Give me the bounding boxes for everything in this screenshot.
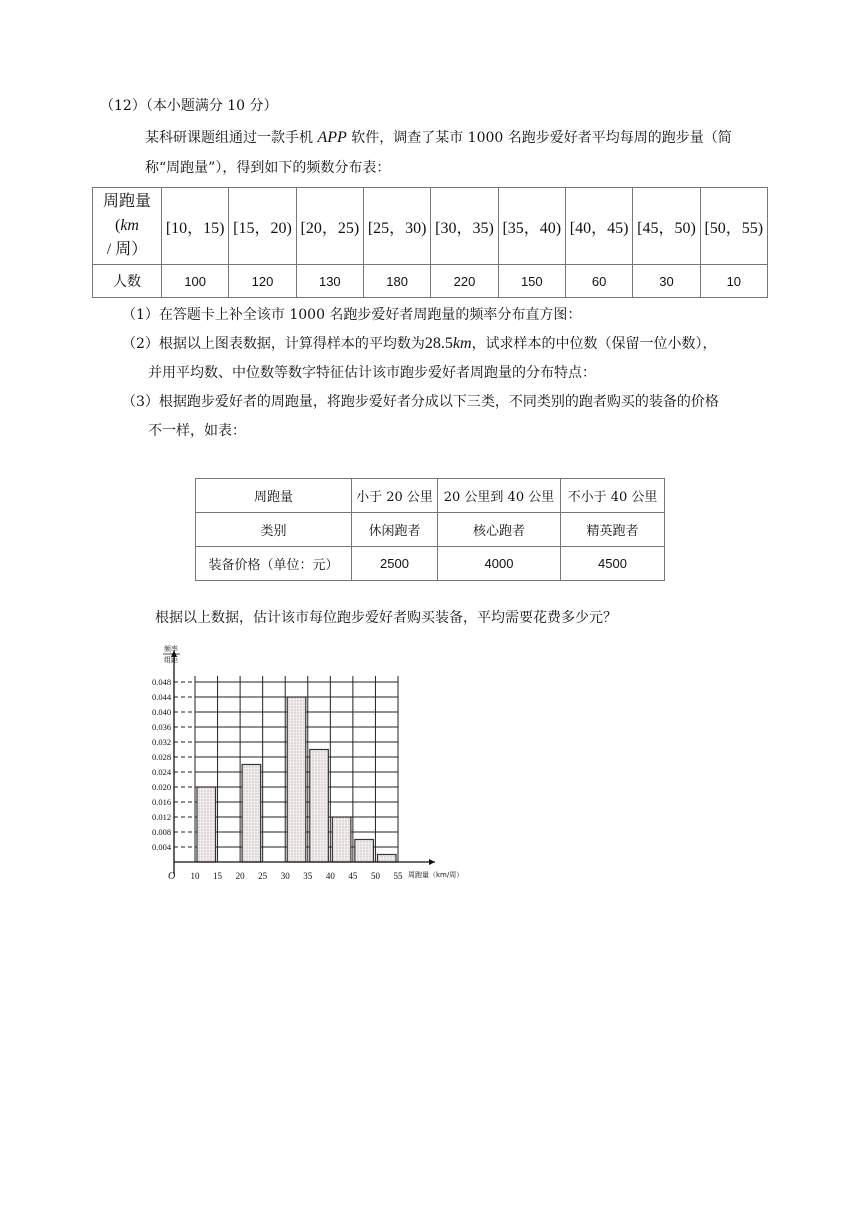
x-tick-label: 30 xyxy=(280,871,290,881)
y-tick-label: 0.048 xyxy=(152,677,172,687)
question-3-line-1: （3）根据跑步爱好者的周跑量，将跑步爱好者分成以下三类，不同类别的跑者购买的装备的价格 xyxy=(122,394,719,410)
y-axis-label-bottom: 组距 xyxy=(164,656,178,664)
x-tick-label: 25 xyxy=(258,871,268,881)
price-table-row xyxy=(196,479,665,513)
y-tick-label: 0.040 xyxy=(152,707,172,717)
price-cell: 4500 xyxy=(561,547,665,581)
final-question: 根据以上数据，估计该市每位跑步爱好者购买装备，平均需要花费多少元？ xyxy=(155,610,617,626)
count-cell: 100 xyxy=(162,265,229,298)
histogram-bar xyxy=(377,855,396,863)
price-table-row xyxy=(196,547,665,581)
interval-row xyxy=(93,188,768,265)
header-unit-rest: / 周） xyxy=(106,241,148,258)
frequency-histogram xyxy=(150,640,490,890)
problem-header: （12）（本小题满分 10 分） xyxy=(100,98,278,114)
histogram-bar xyxy=(197,787,216,862)
x-tick-label: 45 xyxy=(348,871,358,881)
intro-text-a: 某科研课题组通过一款手机 xyxy=(145,130,313,146)
price-cell: 不小于 40 公里 xyxy=(561,479,665,513)
price-cell: 2500 xyxy=(352,547,438,581)
price-cell: 20 公里到 40 公里 xyxy=(438,479,561,513)
count-row xyxy=(93,265,768,298)
count-cell: 130 xyxy=(296,265,363,298)
price-table xyxy=(195,478,665,581)
count-cell: 30 xyxy=(633,265,700,298)
price-cell: 休闲跑者 xyxy=(352,513,438,547)
price-cell: 装备价格（单位：元） xyxy=(196,547,352,581)
q2-mean-value: 28.5 xyxy=(424,335,453,352)
question-2-line-1 xyxy=(122,333,717,353)
count-label: 人数 xyxy=(93,265,162,298)
y-tick-label: 0.020 xyxy=(152,782,172,792)
price-cell: 类别 xyxy=(196,513,352,547)
weekly-mileage-header xyxy=(93,188,162,265)
price-table-row xyxy=(196,513,665,547)
y-tick-label: 0.004 xyxy=(152,842,172,852)
q2-text-a: （2）根据以上图表数据，计算得样本的平均数为 xyxy=(122,336,425,352)
app-term: APP xyxy=(317,129,347,146)
count-cell: 220 xyxy=(431,265,498,298)
y-tick-label: 0.028 xyxy=(152,752,172,762)
histogram-bar xyxy=(355,840,374,863)
interval-cell: [35，40) xyxy=(498,188,565,265)
origin-label: O xyxy=(168,871,176,882)
question-2-line-2: 并用平均数、中位数等数字特征估计该市跑步爱好者周跑量的分布特点： xyxy=(148,365,596,381)
count-cell: 120 xyxy=(229,265,296,298)
x-tick-label: 15 xyxy=(213,871,223,881)
header-unit-open: ( xyxy=(115,217,121,234)
interval-cell: [25，30) xyxy=(363,188,430,265)
question-1: （1）在答题卡上补全该市 1000 名跑步爱好者周跑量的频率分布直方图： xyxy=(122,307,582,323)
intro-text-b: 软件，调查了某市 1000 名跑步爱好者平均每周的跑步量（简 xyxy=(351,130,732,146)
count-cell: 60 xyxy=(565,265,632,298)
x-tick-label: 55 xyxy=(393,871,403,881)
price-cell: 核心跑者 xyxy=(438,513,561,547)
price-cell: 周跑量 xyxy=(196,479,352,513)
x-tick-label: 40 xyxy=(325,871,335,881)
histogram-bar xyxy=(242,765,261,863)
count-cell: 150 xyxy=(498,265,565,298)
interval-cell: [20，25) xyxy=(296,188,363,265)
interval-cell: [15，20) xyxy=(229,188,296,265)
interval-cell: [30，35) xyxy=(431,188,498,265)
x-axis-arrow xyxy=(429,859,435,865)
q2-text-b: ，试求样本的中位数（保留一位小数）， xyxy=(471,336,717,352)
price-cell: 4000 xyxy=(438,547,561,581)
frequency-table xyxy=(92,187,768,298)
y-tick-label: 0.036 xyxy=(152,722,172,732)
header-unit xyxy=(93,214,161,262)
price-cell: 小于 20 公里 xyxy=(352,479,438,513)
y-tick-label: 0.012 xyxy=(152,812,172,822)
x-axis-label: 周跑量（km/周） xyxy=(408,871,464,879)
y-axis-label-top: 频率 xyxy=(164,645,178,653)
y-tick-label: 0.032 xyxy=(152,737,172,747)
header-unit-km: km xyxy=(120,217,139,234)
intro-line-1 xyxy=(145,127,732,147)
interval-cell: [40，45) xyxy=(565,188,632,265)
y-tick-label: 0.008 xyxy=(152,827,172,837)
count-cell: 10 xyxy=(700,265,767,298)
x-tick-label: 50 xyxy=(370,871,380,881)
y-tick-label: 0.044 xyxy=(152,692,172,702)
price-cell: 精英跑者 xyxy=(561,513,665,547)
x-tick-label: 35 xyxy=(303,871,313,881)
intro-line-2: 称“周跑量”），得到如下的频数分布表： xyxy=(145,160,391,176)
histogram-bar xyxy=(332,817,351,862)
y-tick-label: 0.024 xyxy=(152,767,172,777)
x-tick-label: 10 xyxy=(190,871,200,881)
x-tick-label: 20 xyxy=(235,871,245,881)
y-tick-label: 0.016 xyxy=(152,797,172,807)
interval-cell: [45，50) xyxy=(633,188,700,265)
header-label: 周跑量 xyxy=(102,193,151,210)
q2-unit: km xyxy=(452,335,472,352)
histogram-bar xyxy=(287,697,306,862)
question-3-line-2: 不一样，如表： xyxy=(148,423,246,439)
interval-cell: [50，55) xyxy=(700,188,767,265)
histogram-bar xyxy=(310,750,329,863)
count-cell: 180 xyxy=(363,265,430,298)
interval-cell: [10，15) xyxy=(162,188,229,265)
